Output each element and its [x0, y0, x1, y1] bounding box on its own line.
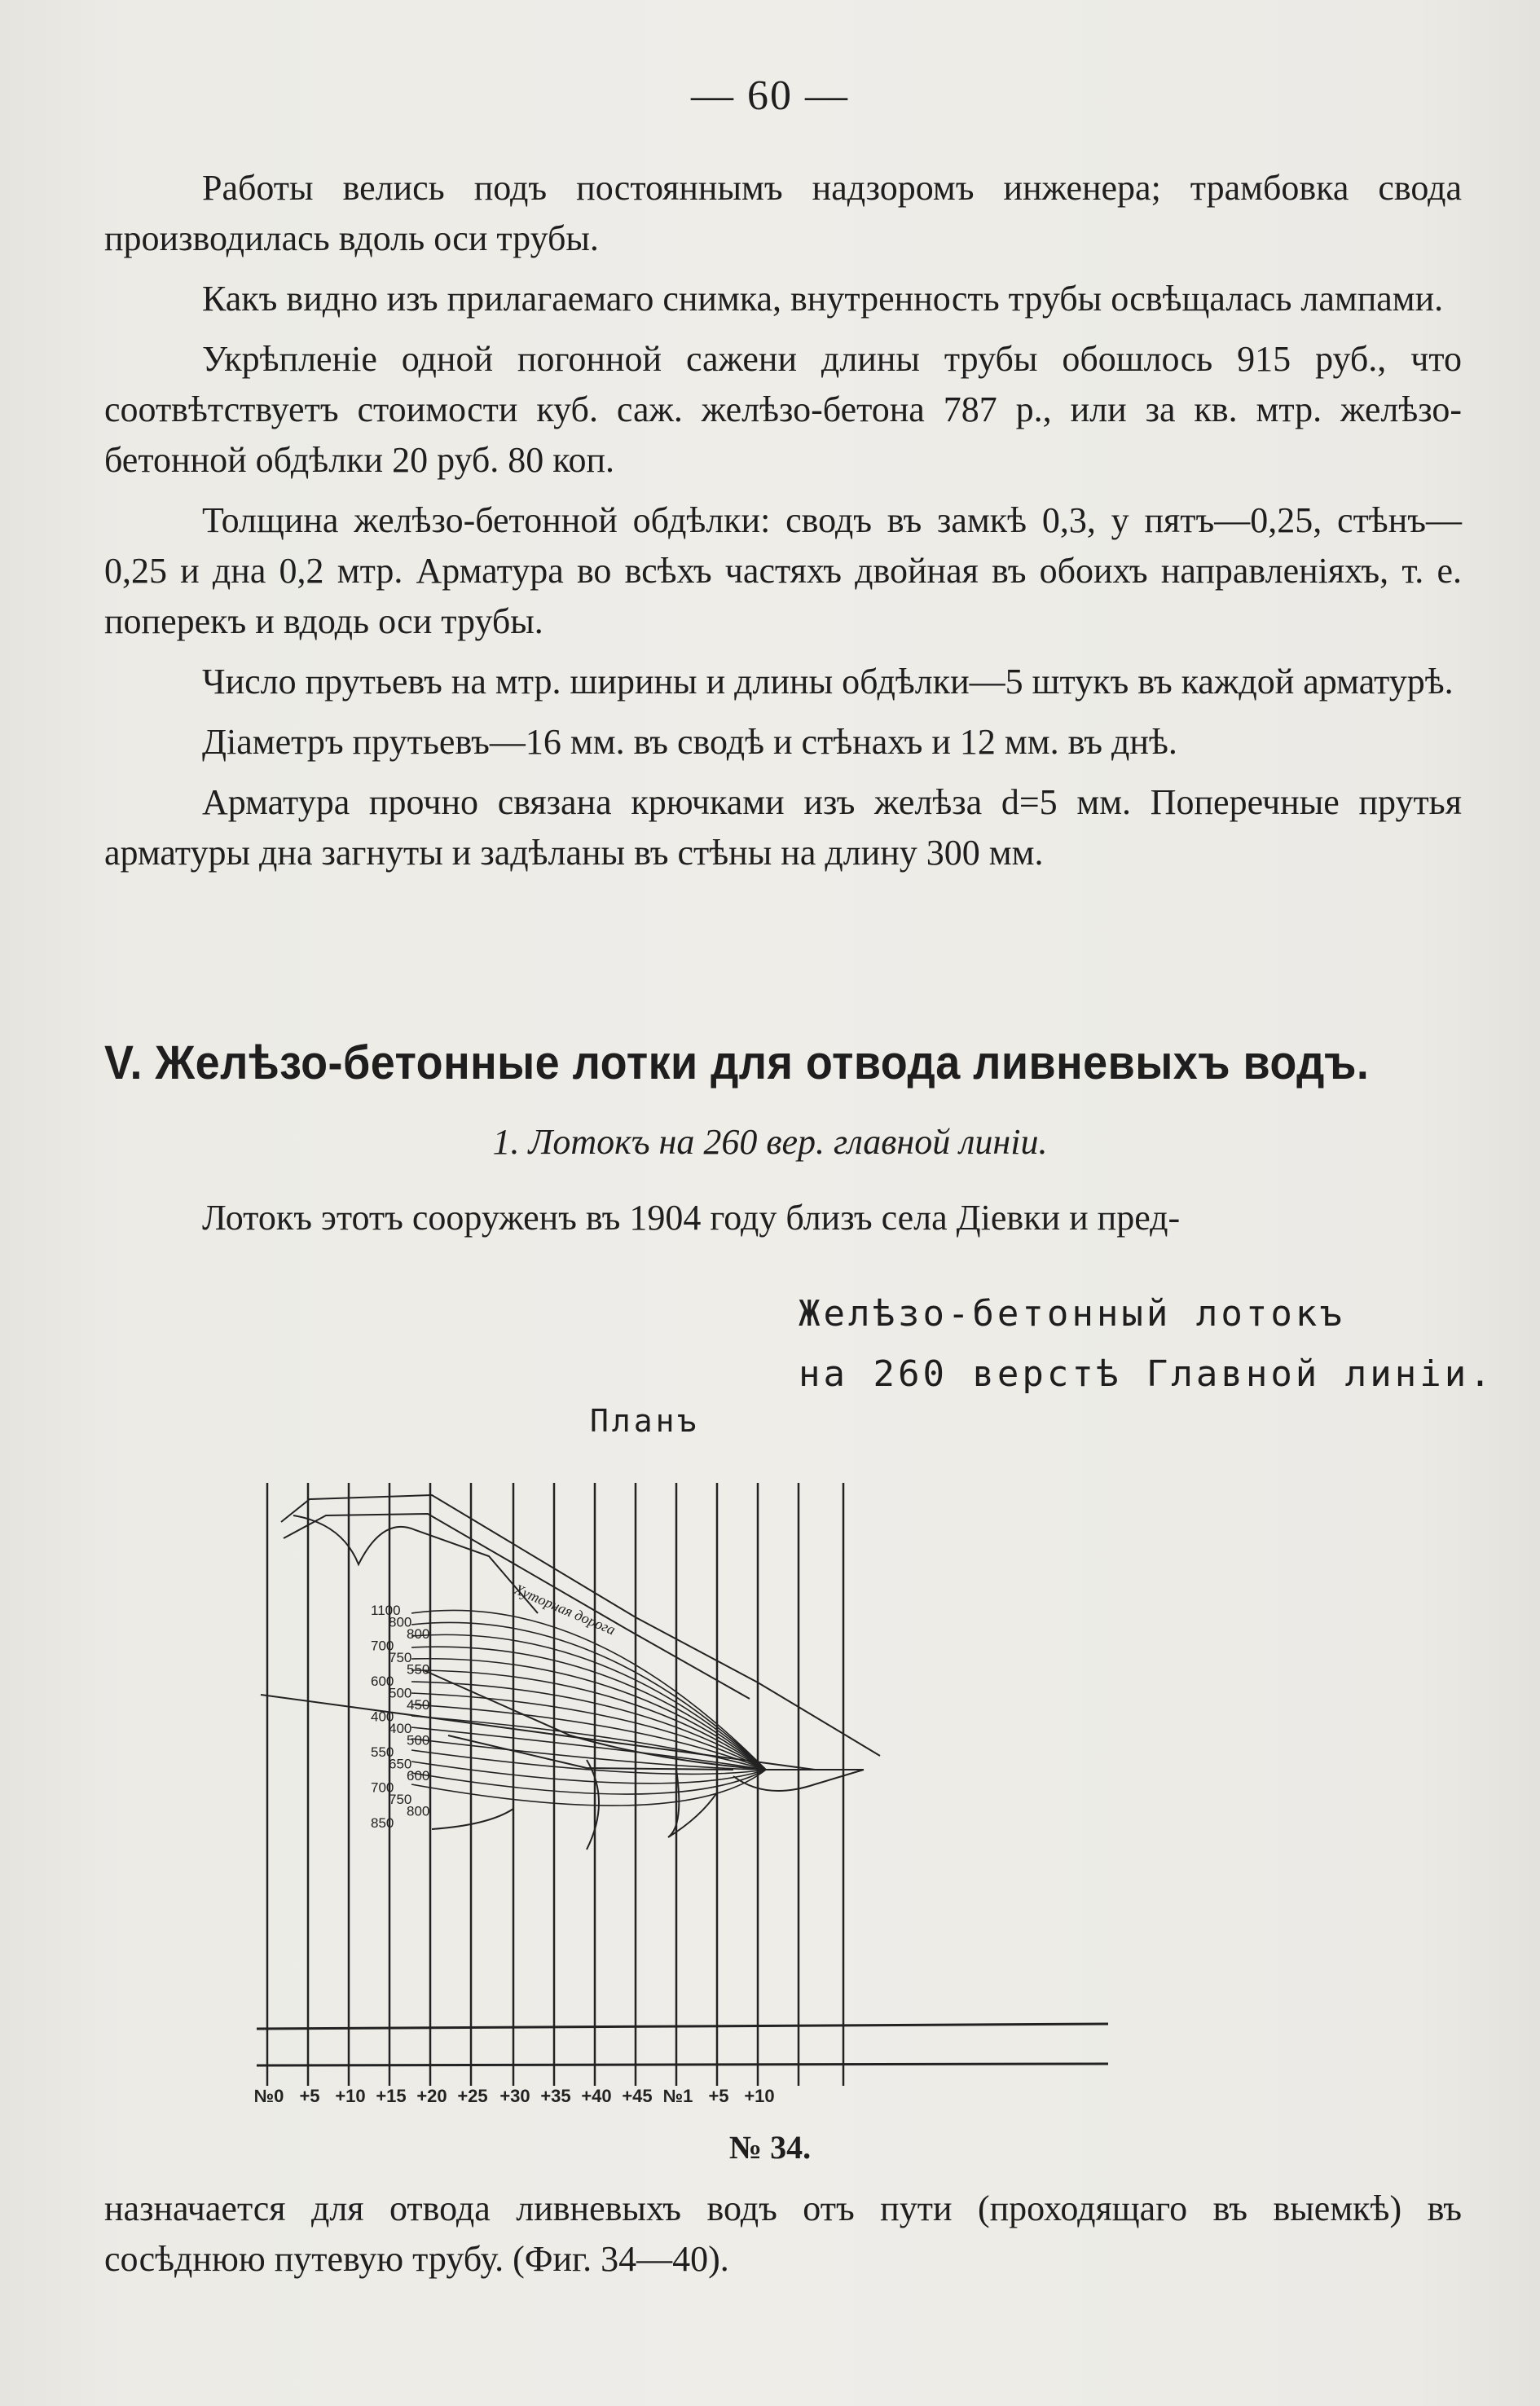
station-label: №1	[662, 2086, 693, 2106]
station-label: №0	[253, 2086, 284, 2106]
contour-label: 750	[389, 1792, 412, 1807]
contour-label: 800	[389, 1614, 412, 1630]
contour-label: 850	[371, 1815, 394, 1831]
station-label: +45	[622, 2086, 653, 2106]
station-label: +20	[416, 2086, 447, 2106]
station-label: +25	[457, 2086, 488, 2106]
terrain-outline	[261, 1495, 880, 1850]
contour-label: 550	[371, 1744, 394, 1760]
closing-text	[104, 2184, 1462, 2285]
station-label: +5	[299, 2086, 320, 2106]
contour-label: 400	[389, 1721, 412, 1736]
page-number: — 60 —	[691, 73, 849, 119]
paragraph: Діаметръ прутьевъ—16 мм. въ сводѣ и стѣнахъ и 12 мм. въ днѣ.	[202, 722, 1177, 762]
contour-label: 500	[407, 1732, 430, 1748]
subsection-heading: 1. Лотокъ на 260 вер. главной линіи.	[492, 1122, 1048, 1162]
contour-line	[411, 1659, 766, 1770]
paragraph: Арматура прочно связана крючками изъ желѣза d=5 мм. Поперечные прутья арматуры дна загнуты и задѣланы въ стѣны на длину 300 мм.	[104, 782, 1462, 873]
paragraph: Число прутьевъ на мтр. ширины и длины обдѣлки—5 штукъ въ каждой арматурѣ.	[202, 662, 1454, 702]
contour-label: 700	[371, 1779, 394, 1796]
station-label: +10	[744, 2086, 775, 2106]
contour-label: 800	[407, 1803, 430, 1819]
contour-label: 750	[389, 1650, 412, 1665]
station-label: +10	[335, 2086, 366, 2106]
station-label: +40	[581, 2086, 612, 2106]
drawing-title-line: Желѣзо-бетонный лотокъ	[799, 1293, 1345, 1335]
paragraph: Толщина желѣзо-бетонной обдѣлки: сводъ въ замкѣ 0,3, у пятъ—0,25, стѣнъ—0,25 и дна 0,2 мтр. Арматура во всѣхъ частяхъ двойная въ обоихъ направленіяхъ, т. е. поперекъ и вдодь оси трубы.	[104, 500, 1462, 641]
contour-line	[411, 1704, 766, 1770]
contour-label: 650	[389, 1756, 412, 1772]
station-label: +30	[499, 2086, 530, 2106]
rail-line	[257, 2024, 1108, 2029]
contour-label: 500	[389, 1685, 412, 1701]
paragraph: Укрѣпленіе одной погонной сажени длины трубы обошлось 915 руб., что соотвѣтствуетъ стоимости куб. саж. желѣзо-бетона 787 р., или за кв. мтр. желѣзо-бетонной обдѣлки 20 руб. 80 коп.	[104, 339, 1462, 480]
contour-label: 400	[371, 1709, 394, 1725]
drawing-title	[799, 1284, 1494, 1405]
plan-label: Планъ	[590, 1403, 700, 1439]
station-label: +5	[708, 2086, 729, 2106]
paragraph: Работы велись подъ постояннымъ надзоромъ инженера; трамбовка свода производилась вдоль оси трубы.	[104, 168, 1462, 258]
contour-label: 600	[371, 1674, 394, 1689]
paragraph: назначается для отвода ливневыхъ водъ отъ пути (проходящаго въ выемкѣ) въ сосѣднюю путевую трубу. (Фиг. 34—40).	[104, 2188, 1462, 2279]
station-label: +35	[540, 2086, 571, 2106]
contour-label: 450	[407, 1697, 430, 1713]
contour-lines	[411, 1610, 766, 1806]
section-heading: V. Желѣзо-бетонные лотки для отвода ливневыхъ водъ.	[104, 1036, 1370, 1089]
intro-line: Лотокъ этотъ сооруженъ въ 1904 году близъ села Діевки и пред-	[202, 1198, 1181, 1238]
body-text	[104, 163, 1462, 888]
contour-label: 600	[407, 1768, 430, 1784]
paragraph: Какъ видно изъ прилагаемаго снимка, внутренность трубы освѣщалась лампами.	[202, 279, 1444, 319]
contour-label: 800	[407, 1626, 430, 1642]
contour-label: 550	[407, 1661, 430, 1678]
contour-label: 1100	[371, 1603, 401, 1618]
contour-label: 700	[371, 1638, 394, 1654]
figure-number: № 34.	[728, 2129, 812, 2166]
station-label: +15	[376, 2086, 407, 2106]
drawing-title-line: на 260 верстѣ Главной линіи.	[799, 1353, 1494, 1395]
plan-drawing	[244, 1467, 1141, 2127]
rail-line	[257, 2064, 1108, 2065]
road-label: Хуторная дорога	[512, 1581, 618, 1638]
